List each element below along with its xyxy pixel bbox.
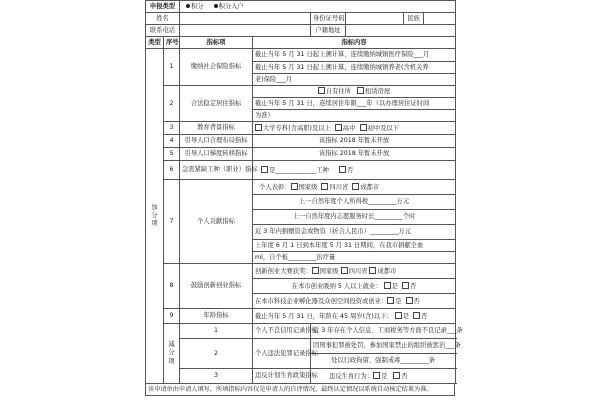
row-seq: 2 xyxy=(180,339,253,369)
apply-type-option-hukou[interactable]: 积分入户 xyxy=(218,2,244,10)
checkbox-icon[interactable] xyxy=(384,282,391,289)
apply-type-option-points[interactable]: 积分 xyxy=(191,2,204,10)
col-seq-header: 序号 xyxy=(164,37,180,49)
indicator-content[interactable]: 近 3 年内捐赠资金或物资（折合人民币）_________万元 xyxy=(253,225,456,240)
indicator-content[interactable]: ml，自个板_________治疗量 xyxy=(253,252,456,264)
indicator-name: 个人违法犯罪记录指标 xyxy=(253,339,311,369)
option-label: 违反生育行为： xyxy=(329,372,374,380)
name-label: 姓名 xyxy=(146,13,180,25)
hukou-label: 户籍地址 xyxy=(311,25,346,37)
row-seq: 3 xyxy=(180,369,253,384)
indicator-content: 该指标 2018 年暂未开放 xyxy=(253,148,456,161)
indicator-name: 个人贡献指标 xyxy=(180,180,253,264)
name-row xyxy=(146,13,456,25)
table-row xyxy=(146,86,456,98)
option-label[interactable]: 是 xyxy=(402,312,410,320)
col-type-header: 类型 xyxy=(146,37,164,49)
option-label[interactable]: 否 xyxy=(346,166,354,174)
option-label: 个人表彰： xyxy=(259,183,291,191)
indicator-content[interactable]: 截止当年 5 月 31 日起上溯计算，连续缴纳城镇医疗保险___月 xyxy=(253,49,456,62)
option-label[interactable]: 国家级 xyxy=(298,183,318,191)
indicator-content[interactable]: 处以行政拘留、强制戒毒_________条 xyxy=(311,354,456,369)
row-seq: 7 xyxy=(164,180,180,264)
apply-type-options xyxy=(180,1,456,13)
ethnic-label: 民族 xyxy=(404,13,424,25)
checkbox-icon[interactable] xyxy=(373,372,380,379)
phone-label: 联系电话 xyxy=(146,25,180,37)
checkbox-icon[interactable] xyxy=(369,267,376,274)
table-row xyxy=(146,180,456,195)
option-label[interactable]: 自有住所 xyxy=(325,88,352,96)
checkbox-icon[interactable] xyxy=(352,183,359,190)
indicator-options xyxy=(253,122,456,135)
checkbox-icon[interactable] xyxy=(321,183,328,190)
row-seq: 5 xyxy=(164,148,180,161)
option-label[interactable]: 否 xyxy=(421,312,428,320)
table-row xyxy=(146,324,456,339)
option-label[interactable]: 国家级 xyxy=(319,267,339,275)
indicator-options: 是_____________工种 否 xyxy=(253,161,456,180)
checkbox-icon[interactable] xyxy=(395,312,402,319)
row-seq: 1 xyxy=(164,49,180,86)
checkbox-icon[interactable] xyxy=(413,312,420,319)
indicator-name: 合法稳定居住指标 xyxy=(180,86,253,122)
column-header-row xyxy=(146,37,456,49)
table-row xyxy=(146,309,456,324)
indicator-name: 引导人口梯度转移指标 xyxy=(180,148,253,161)
table-row xyxy=(146,161,456,180)
checkbox-icon[interactable] xyxy=(357,87,364,94)
option-label: 工种 xyxy=(316,166,329,174)
table-row xyxy=(146,369,456,384)
add-section-label: 加分项 xyxy=(146,49,164,384)
option-label[interactable]: 是 xyxy=(395,297,402,305)
indicator-content[interactable]: 上一自然年度个人所得税_________万元 xyxy=(253,195,456,210)
apply-type-row xyxy=(146,1,456,13)
checkbox-icon[interactable] xyxy=(406,297,413,304)
option-label[interactable]: 是 xyxy=(391,282,398,290)
checkbox-icon[interactable] xyxy=(261,166,268,173)
indicator-content[interactable]: 截止当年 5 月 31 日起上溯计算，连续缴纳城镇养老(含机关养 xyxy=(253,62,456,74)
hukou-field[interactable] xyxy=(346,25,456,37)
checkbox-icon[interactable] xyxy=(255,124,262,131)
form-footer-note: 该申请单由申请人填写，所填指标内容仅是申请人的自评情况，最终认定情况以系统自动核定结果为准。 xyxy=(145,384,455,396)
option-label: 在本市创业吸纳 5 人以上就业： xyxy=(291,282,382,290)
indicator-options xyxy=(311,369,456,384)
option-label[interactable]: 四川省 xyxy=(329,183,349,191)
indicator-content[interactable]: 因刑事犯罪被处罚，参加国家禁止的组织被惩治___条 xyxy=(311,339,456,354)
col-indicator-header: 指标项 xyxy=(180,37,253,49)
table-row xyxy=(146,49,456,62)
table-row xyxy=(146,122,456,135)
option-label[interactable]: 是 xyxy=(381,372,388,380)
option-label[interactable]: 否 xyxy=(401,372,408,380)
ethnic-field[interactable] xyxy=(424,13,456,25)
checkbox-icon[interactable] xyxy=(360,124,367,131)
indicator-content[interactable]: 为准） xyxy=(253,110,456,122)
table-row xyxy=(146,148,456,161)
checkbox-icon[interactable] xyxy=(291,183,298,190)
checkbox-icon[interactable] xyxy=(387,297,394,304)
table-row xyxy=(146,135,456,148)
row-seq: 1 xyxy=(180,324,253,339)
radio-dot-icon[interactable] xyxy=(214,4,218,8)
id-number-field[interactable] xyxy=(346,13,404,25)
indicator-options xyxy=(253,86,456,98)
indicator-content: 该指标 2018 年暂未开放 xyxy=(253,135,456,148)
checkbox-icon[interactable] xyxy=(393,372,400,379)
indicator-content[interactable]: 近 3 年存在个人信息、工商税务等方面不良记录___条 xyxy=(311,324,456,339)
option-label[interactable]: 四川省 xyxy=(348,267,368,275)
checkbox-icon[interactable] xyxy=(341,267,348,274)
option-label[interactable]: 初中及以下 xyxy=(367,124,399,132)
id-number-label: 身份证号码 xyxy=(311,13,346,25)
phone-field[interactable] xyxy=(180,25,311,37)
option-label[interactable]: 否 xyxy=(413,297,420,305)
indicator-options xyxy=(253,279,456,294)
row-seq: 9 xyxy=(164,309,180,324)
option-label[interactable]: 否 xyxy=(409,282,417,290)
indicator-options xyxy=(253,180,456,195)
indicator-name: 急需紧缺工种（职业）指标 xyxy=(180,161,253,180)
row-seq: 8 xyxy=(164,264,180,309)
option-label[interactable]: 成都市 xyxy=(360,183,380,191)
application-table xyxy=(145,0,463,384)
option-label[interactable]: 大学专科(含高职)及以上 xyxy=(263,124,331,132)
checkbox-icon[interactable] xyxy=(402,282,409,289)
indicator-name: 年龄指标 xyxy=(180,309,253,324)
indicator-name: 个人不良信用记录指标 xyxy=(253,324,311,339)
name-field[interactable] xyxy=(180,13,311,25)
indicator-name: 鼓励创新创业指标 xyxy=(180,264,253,309)
option-label[interactable]: 成都市 xyxy=(377,267,397,275)
option-label[interactable]: 高中 xyxy=(342,124,356,132)
checkbox-icon[interactable] xyxy=(335,124,342,131)
indicator-content[interactable]: 老)保险___月 xyxy=(253,74,456,86)
table-row xyxy=(146,339,456,354)
indicator-options xyxy=(253,309,456,324)
checkbox-icon[interactable] xyxy=(318,87,325,94)
apply-type-label: 申报类型 xyxy=(146,1,180,13)
indicator-content[interactable]: 截止当年 5 月 31 日，连续居住年限___年（以办理居住证时间 xyxy=(253,98,456,110)
checkbox-icon[interactable] xyxy=(339,166,346,173)
indicator-name: 教育背景指标 xyxy=(180,122,253,135)
indicator-options xyxy=(253,294,456,309)
checkbox-icon[interactable] xyxy=(312,267,319,274)
indicator-name: 缴纳社会保险指标 xyxy=(180,49,253,86)
radio-dot-icon[interactable] xyxy=(186,4,190,8)
indicator-name: 违反计划生育政策指标 xyxy=(253,369,311,384)
option-label: 截止当年 5 月 31 日，年龄在 45 周岁(含)以下： xyxy=(255,312,393,320)
option-label[interactable]: 租赁房屋 xyxy=(365,88,391,96)
phone-row xyxy=(146,25,456,37)
option-label[interactable]: 是 xyxy=(269,166,276,174)
row-seq: 2 xyxy=(164,86,180,122)
row-seq: 3 xyxy=(164,122,180,135)
option-label: 创新创业大赛获奖： xyxy=(255,267,312,275)
row-seq: 4 xyxy=(164,135,180,148)
indicator-content[interactable]: 上一自然年度内志愿服务时长_________个时 xyxy=(253,210,456,225)
minus-section-label: 减分项 xyxy=(164,324,180,384)
points-application-form xyxy=(145,0,463,400)
col-content-header: 指标内容 xyxy=(253,37,456,49)
indicator-content[interactable]: 上年度 6 月 1 日到本年度 5 月 31 日期间，在我市捐献全血 xyxy=(253,240,456,252)
row-seq: 6 xyxy=(164,161,180,180)
table-row xyxy=(146,264,456,279)
indicator-name: 引导人口合理布局指标 xyxy=(180,135,253,148)
option-label: 在本市科技企业孵化器及众创空间投资或创业： xyxy=(255,297,388,305)
indicator-options xyxy=(253,264,456,279)
